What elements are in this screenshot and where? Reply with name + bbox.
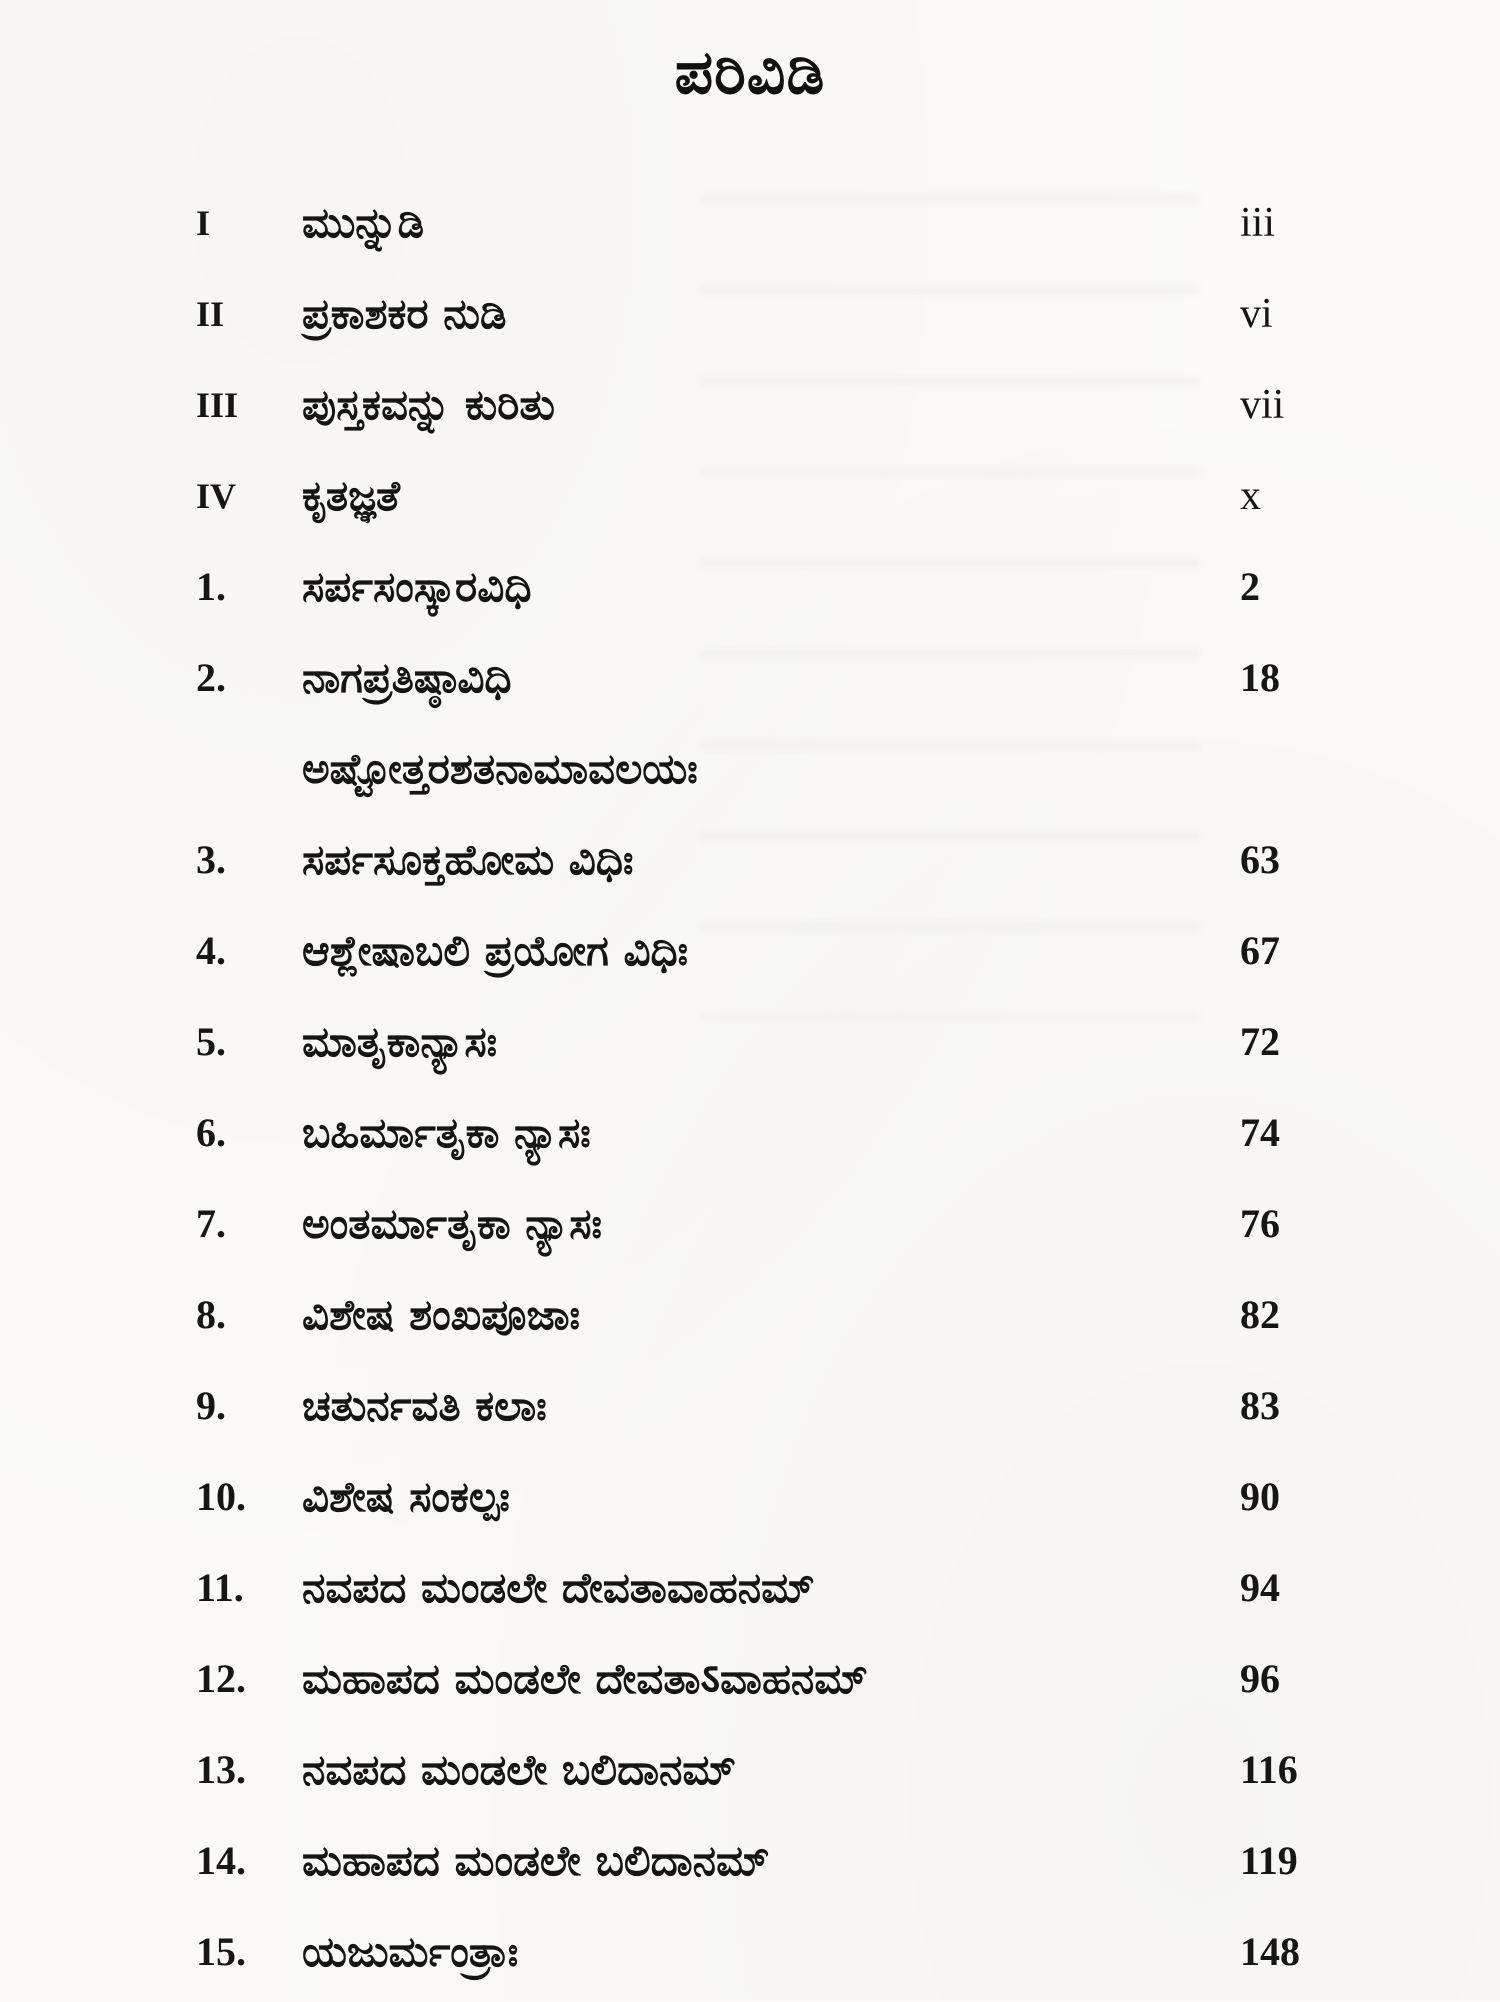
toc-row <box>0 910 1500 1001</box>
toc-row <box>0 1911 1500 2002</box>
toc-entry-title: ಮಹಾಪದ ಮಂಡಲೇ ದೇವತಾऽವಾಹನಮ್ <box>302 1654 868 1703</box>
toc-entry-number: I <box>196 203 211 243</box>
toc-entry-page-number: 72 <box>1240 1019 1280 1064</box>
toc-row <box>0 455 1500 546</box>
toc-entry-page-number: 90 <box>1240 1474 1280 1519</box>
toc-entry-number: 6. <box>196 1110 226 1155</box>
toc-row <box>0 1365 1500 1456</box>
page-title: ಪರಿವಿಡಿ <box>674 38 826 108</box>
toc-entry-number: 7. <box>196 1201 226 1246</box>
toc-entry-number: IV <box>196 476 237 516</box>
toc-entry-number: 12. <box>196 1656 246 1701</box>
toc-entry-page-number: 96 <box>1240 1656 1280 1701</box>
toc-entry-title: ನವಪದ ಮಂಡಲೇ ಬಲಿದಾನಮ್ <box>302 1745 736 1794</box>
toc-row <box>0 637 1500 728</box>
toc-row <box>0 1092 1500 1183</box>
toc-row <box>0 1001 1500 1092</box>
toc-row <box>0 1820 1500 1911</box>
toc-entry-page-number: 116 <box>1240 1747 1298 1792</box>
toc-entry-number: 2. <box>196 655 226 700</box>
toc-entry-title: ಕೃತಜ್ಞತೆ <box>302 471 400 520</box>
toc-entry-title: ನಾಗಪ್ರತಿಷ್ಠಾವಿಧಿ <box>302 653 512 702</box>
toc-row <box>0 728 1500 819</box>
toc-entry-number: 13. <box>196 1747 246 1792</box>
toc-row <box>0 364 1500 455</box>
toc-entry-title: ಮಾತೃಕಾನ್ಯಾಸಃ <box>302 1017 498 1066</box>
toc-entry-number: II <box>196 294 225 334</box>
toc-entry-page-number: 67 <box>1240 928 1280 973</box>
toc-row <box>0 546 1500 637</box>
toc-entry-page-number: vi <box>1240 291 1273 337</box>
toc-entry-number: 5. <box>196 1019 226 1064</box>
toc-entry-page-number: 94 <box>1240 1565 1280 1610</box>
toc-row <box>0 1274 1500 1365</box>
toc-entry-title: ಯಜುರ್ಮಂತ್ರಾಃ <box>302 1927 519 1976</box>
toc-row <box>0 273 1500 364</box>
toc-entry-page-number: x <box>1240 473 1261 519</box>
toc-entry-number: 15. <box>196 1929 246 1974</box>
toc-entry-title: ಸರ್ಪಸೂಕ್ತಹೋಮ ವಿಧಿಃ <box>302 835 634 884</box>
toc-entry-number: 14. <box>196 1838 246 1883</box>
toc-entry-number: 10. <box>196 1474 246 1519</box>
toc-entry-page-number: 74 <box>1240 1110 1280 1155</box>
toc-entry-title: ವಿಶೇಷ ಸಂಕಲ್ಪಃ <box>302 1472 510 1521</box>
toc-entry-page-number: 2 <box>1240 564 1260 609</box>
toc-entry-title: ಚತುರ್ನವತಿ ಕಲಾಃ <box>302 1381 547 1430</box>
toc-entry-number: 11. <box>196 1565 244 1610</box>
toc-entry-page-number: 119 <box>1240 1838 1298 1883</box>
toc-entry-title: ನವಪದ ಮಂಡಲೇ ದೇವತಾವಾಹನಮ್ <box>302 1563 815 1612</box>
toc-entry-title: ಮುನ್ನುಡಿ <box>302 198 425 247</box>
toc-entry-number: 1. <box>196 564 226 609</box>
toc-entry-title: ಅಷ್ಟೋತ್ತರಶತನಾಮಾವಲಯಃ <box>302 744 698 793</box>
toc-row <box>0 182 1500 273</box>
toc-row <box>0 1547 1500 1638</box>
toc-row <box>0 1183 1500 1274</box>
toc-row <box>0 819 1500 910</box>
toc-entry-number: 8. <box>196 1292 226 1337</box>
toc-entry-page-number: 148 <box>1240 1929 1300 1974</box>
toc-row <box>0 1729 1500 1820</box>
toc-entry-page-number: vii <box>1240 382 1285 428</box>
toc-entry-page-number: 83 <box>1240 1383 1280 1428</box>
toc-entry-number: III <box>196 385 239 425</box>
toc-entry-page-number: 63 <box>1240 837 1280 882</box>
toc-entry-title: ಬಹಿರ್ಮಾತೃಕಾ ನ್ಯಾಸಃ <box>302 1108 591 1157</box>
toc-entry-title: ವಿಶೇಷ ಶಂಖಪೂಜಾಃ <box>302 1290 581 1339</box>
toc-entry-number: 9. <box>196 1383 226 1428</box>
toc-row <box>0 1638 1500 1729</box>
toc-entry-title: ಸರ್ಪಸಂಸ್ಕಾರವಿಧಿ <box>302 562 532 611</box>
toc-entry-title: ಪ್ರಕಾಶಕರ ನುಡಿ <box>302 289 507 338</box>
toc-entry-page-number: iii <box>1240 200 1276 246</box>
toc-entry-title: ಮಹಾಪದ ಮಂಡಲೇ ಬಲಿದಾನಮ್ <box>302 1836 770 1885</box>
toc-entry-page-number: 76 <box>1240 1201 1280 1246</box>
toc-entry-number: 3. <box>196 837 226 882</box>
toc-entry-number: 4. <box>196 928 226 973</box>
toc-row <box>0 1456 1500 1547</box>
toc-entry-page-number: 82 <box>1240 1292 1280 1337</box>
toc-entry-title: ಪುಸ್ತಕವನ್ನು ಕುರಿತು <box>302 380 555 429</box>
toc-entry-title: ಆಶ್ಲೇಷಾಬಲಿ ಪ್ರಯೋಗ ವಿಧಿಃ <box>302 926 689 975</box>
toc-entry-page-number: 18 <box>1240 655 1280 700</box>
toc-entry-title: ಅಂತರ್ಮಾತೃಕಾ ನ್ಯಾಸಃ <box>302 1199 603 1248</box>
